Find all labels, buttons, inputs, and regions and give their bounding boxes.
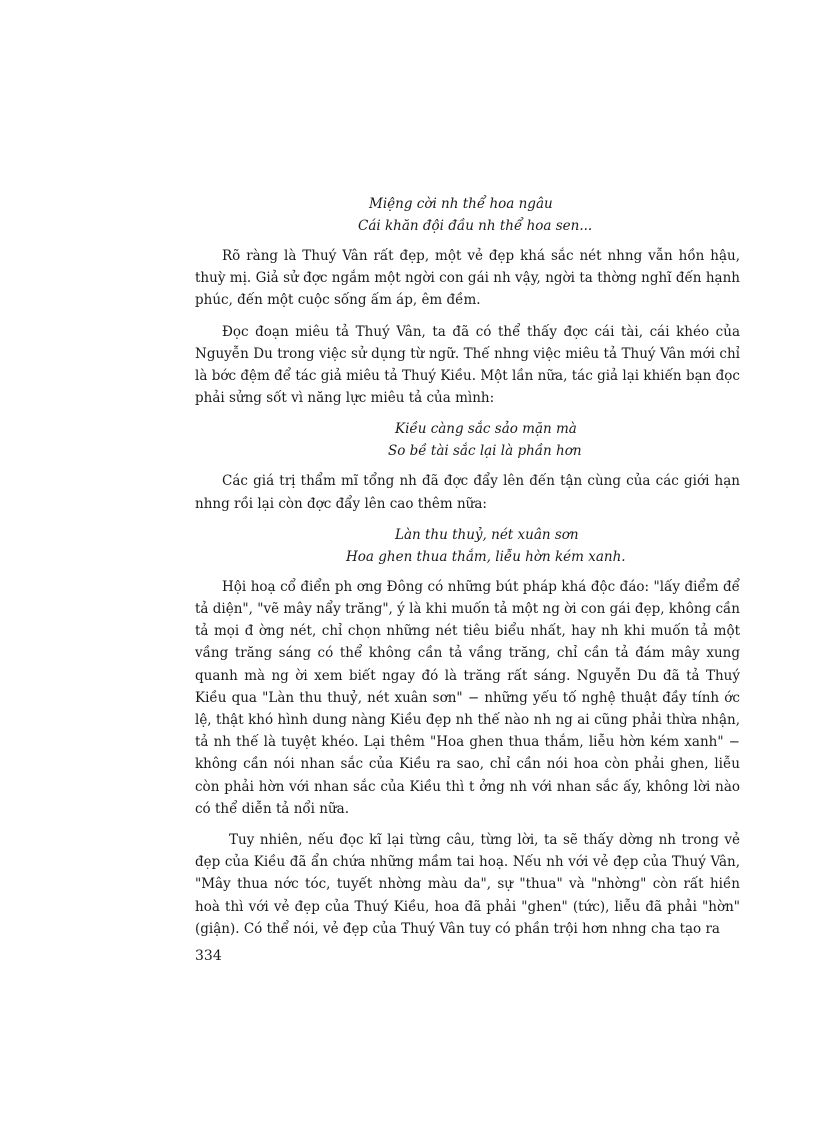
- paragraph: Tuy nhiên, nếu đọc kĩ lại từng câu, từng lời, ta sẽ thấy dờng nh trong vẻ đẹp của Kiều đã ẩn chứa những mầm tai hoạ. Nếu nh với vẻ đẹp của Thuý Vân, "Mây thua nớc tóc, tuyết nhờng màu da", sự "thua" và "nhờng" còn rất hiền hoà thì với vẻ đẹp của Thuý Kiều, hoa đã phải "ghen" (tức), liễu đã phải "hờn" (giận). Có thể nói, vẻ đẹp của Thuý Vân tuy có phần trội hơn nhng cha tạo ra: [195, 832, 740, 937]
- verse-line: So bề tài sắc lại là phần hơn: [388, 443, 582, 460]
- verse-line: Hoa ghen thua thắm, liễu hờn kém xanh.: [346, 548, 626, 565]
- page-body: [195, 193, 740, 949]
- paragraph: Đọc đoạn miêu tả Thuý Vân, ta đã có thể thấy đợc cái tài, cái khéo của Nguyễn Du trong việc sử dụng từ ngữ. Thế nhng việc miêu tả Thuý Vân mới chỉ là bớc đệm để tác giả miêu tả Thuý Kiều. Một lần nữa, tác giả lại khiến bạn đọc phải sửng sốt vì năng lực miêu tả của mình:: [195, 323, 740, 407]
- verse-line: Cái khăn đội đầu nh thể hoa sen...: [358, 218, 593, 234]
- paragraph: Rõ ràng là Thuý Vân rất đẹp, một vẻ đẹp khá sắc nét nhng vẫn hồn hậu, thuỳ mị. Giả sử đợc ngắm một ngời con gái nh vậy, ngời ta thờng nghĩ đến hạnh phúc, đến một cuộc sống ấm áp, êm đềm.: [195, 248, 740, 309]
- page-number: 334: [195, 948, 222, 964]
- verse-line: Miệng cời nh thể hoa ngâu: [369, 196, 553, 212]
- paragraph: Hội hoạ cổ điển ph ơng Đông có những bút pháp khá độc đáo: "lấy điểm để tả diện", "vẽ mây nẩy trăng", ý là khi muốn tả một ng ời con gái đẹp, không cần tả mọi đ ờng nét, chỉ chọn những nét tiêu biểu nhất, hay nh khi muốn tả một vầng trăng sáng có thể không cần tả vầng trăng, chỉ cần tả đám mây xung quanh mà ng ời xem biết ngay đó là trăng rất sáng. Nguyễn Du đã tả Thuý Kiều qua "Làn thu thuỷ, nét xuân sơn" − những yếu tố nghệ thuật đầy tính ớc lệ, thật khó hình dung nàng Kiều đẹp nh thế nào nh ng ai cũng phải thừa nhận, tả nh thế là tuyệt khéo. Lại thêm "Hoa ghen thua thắm, liễu hờn kém xanh" − không cần nói nhan sắc của Kiều ra sao, chỉ cần nói hoa còn phải ghen, liễu còn phải hờn với nhan sắc của Kiều thì t ởng nh với nhan sắc ấy, không lời nào có thể diễn tả nổi nữa.: [195, 578, 740, 817]
- paragraph: Các giá trị thẩm mĩ tổng nh đã đợc đẩy lên đến tận cùng của các giới hạn nhng rồi lại còn đợc đẩy lên cao thêm nữa:: [195, 473, 740, 512]
- verse-line: Kiều càng sắc sảo mặn mà: [395, 421, 577, 438]
- verse-line: Làn thu thuỷ, nét xuân sơn: [395, 526, 579, 543]
